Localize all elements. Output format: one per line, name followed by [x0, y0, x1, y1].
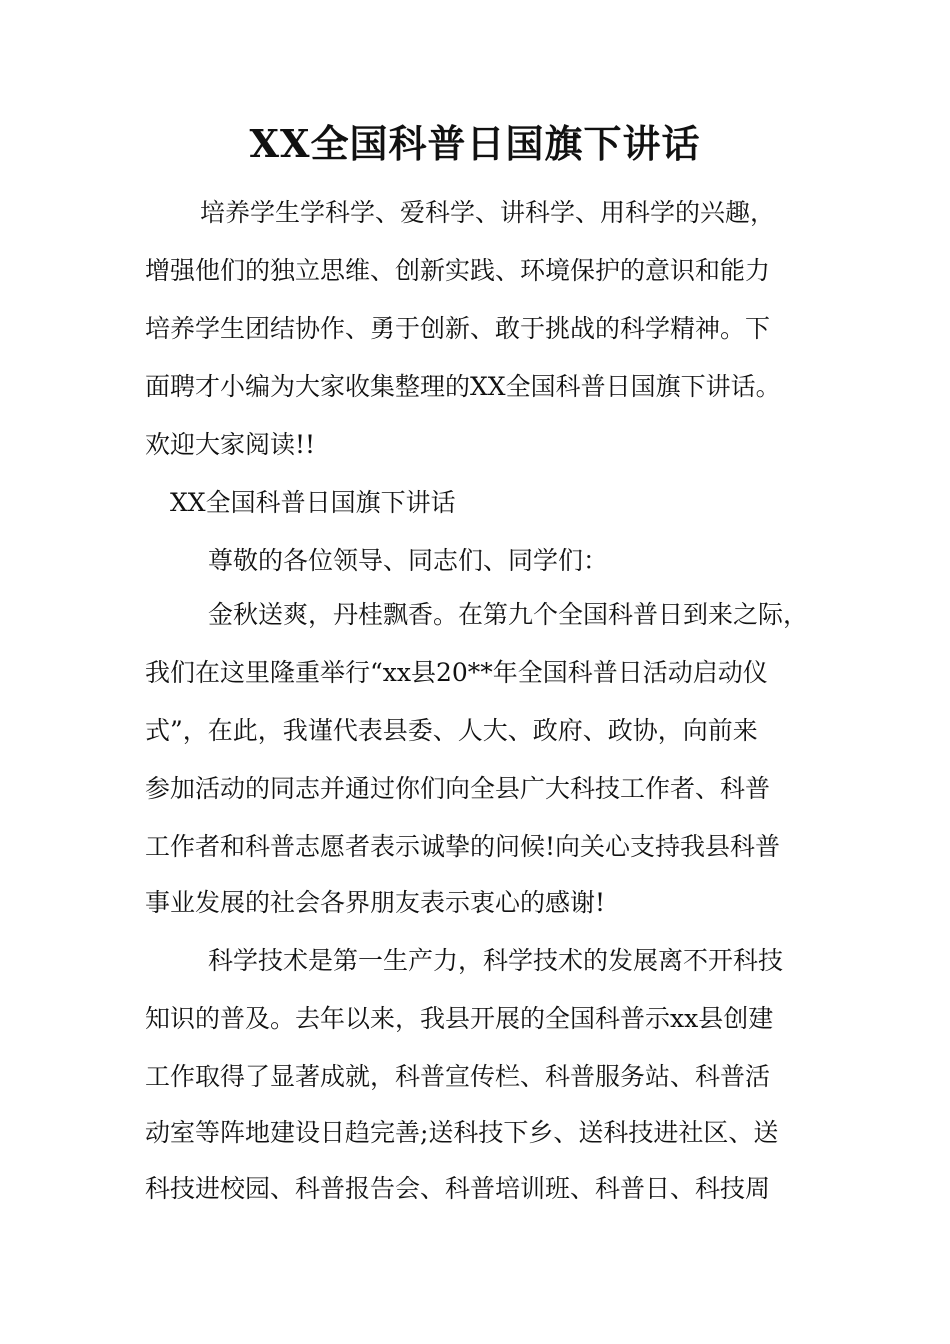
intro-line: 培养学生学科学、爱科学、讲科学、用科学的兴趣，: [200, 198, 776, 227]
paragraph-line: 我们在这里隆重举行“xx县20**年全国科普日活动启动仪: [145, 658, 768, 687]
intro-line: 欢迎大家阅读!!: [145, 430, 316, 459]
intro-line: 面聘才小编为大家收集整理的XX全国科普日国旗下讲话。: [145, 372, 781, 401]
paragraph-line: 工作取得了显著成就，科普宣传栏、科普服务站、科普活: [145, 1062, 771, 1091]
document-title: XX全国科普日国旗下讲话: [249, 121, 701, 166]
paragraph-line: 式”，在此，我谨代表县委、人大、政府、政协，向前来: [145, 716, 758, 745]
intro-line: 培养学生团结协作、勇于创新、敢于挑战的科学精神。下: [145, 314, 771, 343]
paragraph-line: 参加活动的同志并通过你们向全县广大科技工作者、科普: [145, 774, 771, 803]
salutation: 尊敬的各位领导、同志们、同学们：: [208, 546, 609, 575]
paragraph-line: 金秋送爽，丹桂飘香。在第九个全国科普日到来之际，: [208, 600, 809, 629]
paragraph-line: 工作者和科普志愿者表示诚挚的问候!向关心支持我县科普: [145, 832, 781, 861]
paragraph-line: 事业发展的社会各界朋友表示衷心的感谢!: [145, 888, 606, 917]
paragraph-line: 知识的普及。去年以来，我县开展的全国科普示xx县创建: [145, 1004, 774, 1033]
intro-line: 增强他们的独立思维、创新实践、环境保护的意识和能力: [145, 256, 771, 285]
paragraph-line: 科学技术是第一生产力，科学技术的发展离不开科技: [208, 946, 784, 975]
paragraph-line: 动室等阵地建设日趋完善;送科技下乡、送科技进社区、送: [145, 1118, 779, 1147]
section-subtitle: XX全国科普日国旗下讲话: [170, 488, 456, 517]
paragraph-line: 科技进校园、科普报告会、科普培训班、科普日、科技周: [145, 1174, 771, 1203]
